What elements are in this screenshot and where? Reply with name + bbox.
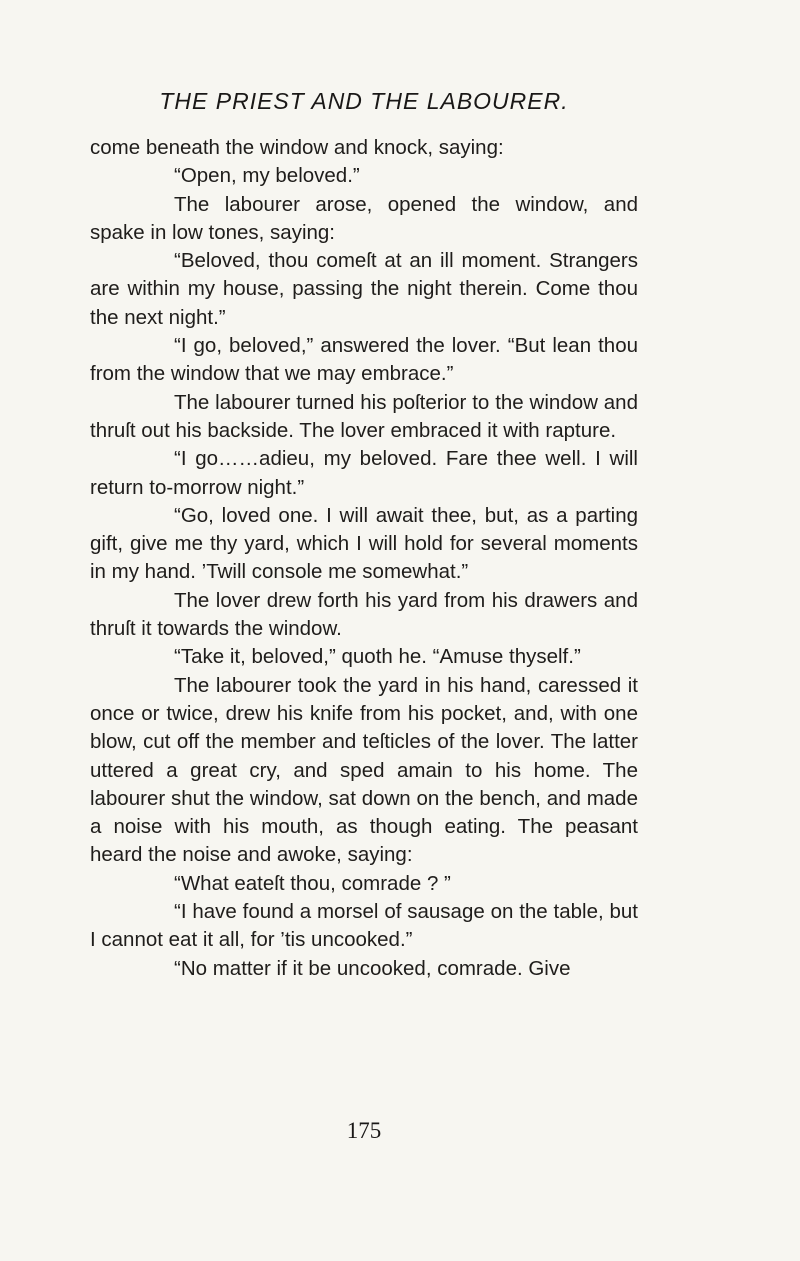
- running-head: THE PRIEST AND THE LABOURER.: [159, 88, 569, 114]
- paragraph: “I go, beloved,” answered the lover. “But lean thou from the window that we may embrace.”: [90, 334, 638, 386]
- paragraph: “Beloved, thou comeſt at an ill moment. Strangers are within my house, passing the night therein. Come thou the next night.”: [90, 249, 638, 329]
- paragraph: “Go, loved one. I will await thee, but, as a parting gift, give me thy yard, which I will hold for several moments in my hand. ’Twill console me somewhat.”: [90, 503, 638, 584]
- paragraph: “No matter if it be uncooked, comrade. Give: [174, 956, 571, 980]
- paragraph: The labourer took the yard in his hand, caressed it once or twice, drew his knife from his pocket, and, with one blow, cut off the member and teſticles of the lover. The latter uttered a great cry, and sped amain to his home. The labourer shut the window, sat down on the bench, and made a noise with his mouth, as though eating. The peasant heard the noise and awoke, saying:: [90, 673, 638, 867]
- paragraph: “Take it, beloved,” quoth he. “Amuse thyself.”: [174, 645, 581, 669]
- page-number: 175: [346, 1118, 382, 1143]
- body-text: [90, 134, 638, 983]
- paragraph: “What eateſt thou, comrade ? ”: [174, 871, 451, 895]
- paragraph: The labourer turned his poſterior to the window and thruſt out his backside. The lover embraced it with rapture.: [90, 390, 638, 442]
- paragraph: “I have found a morsel of sausage on the table, but I cannot eat it all, for ’tis uncooked.”: [90, 900, 638, 952]
- paragraph: “I go……adieu, my beloved. Fare thee well. I will return to-morrow night.”: [90, 447, 638, 499]
- paragraph: come beneath the window and knock, saying:: [90, 136, 504, 159]
- paragraph: The lover drew forth his yard from his drawers and thruſt it towards the window.: [90, 588, 638, 641]
- paragraph: The labourer arose, opened the window, and spake in low tones, saying:: [90, 192, 638, 244]
- paragraph: “Open, my beloved.”: [174, 164, 360, 188]
